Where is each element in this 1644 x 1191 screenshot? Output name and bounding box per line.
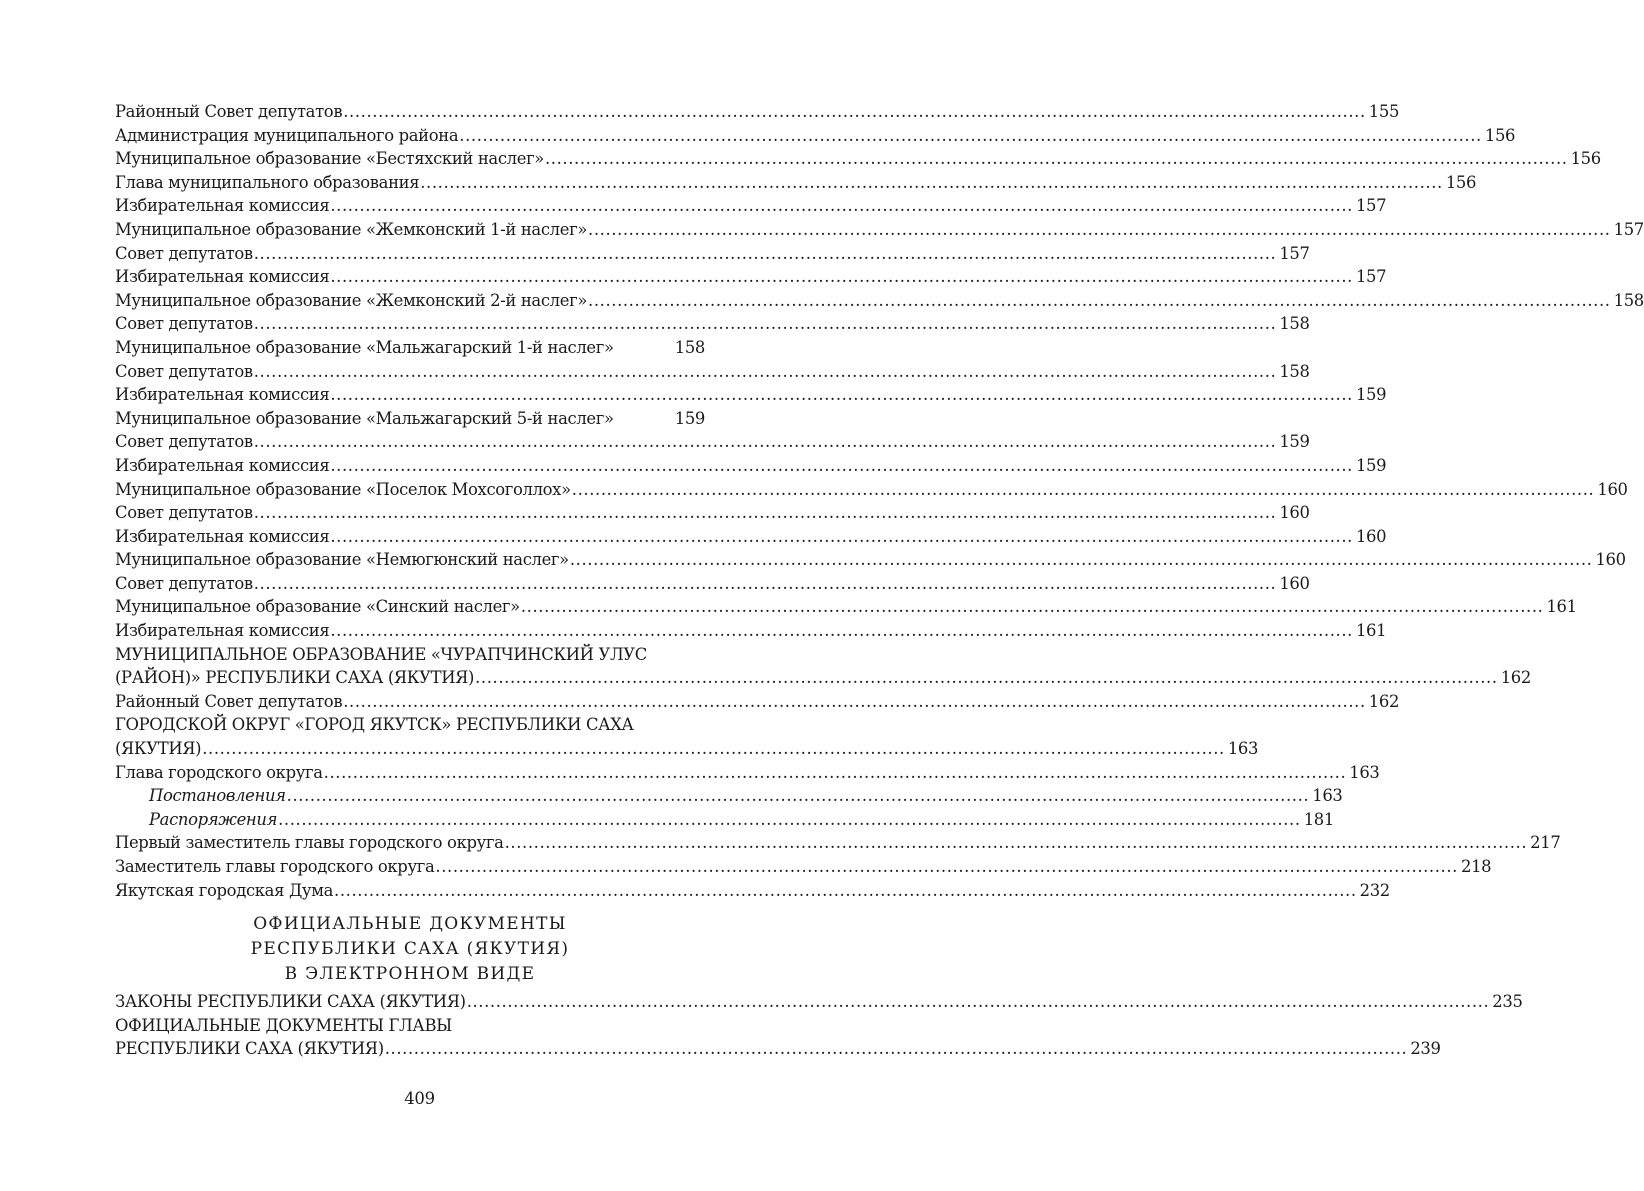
toc-page-number: 239 bbox=[1410, 1039, 1441, 1059]
toc-page-number: 162 bbox=[1368, 691, 1400, 711]
toc-list-top bbox=[115, 100, 1644, 643]
toc-page-number: 158 bbox=[1613, 290, 1644, 310]
toc-entry[interactable] bbox=[115, 595, 1577, 619]
dot-leader bbox=[545, 147, 1568, 171]
toc-page-number: 163 bbox=[1227, 739, 1259, 759]
toc-entry[interactable] bbox=[115, 430, 1310, 454]
toc-page-number: 217 bbox=[1530, 833, 1561, 853]
toc-entry[interactable] bbox=[115, 336, 705, 360]
dot-leader bbox=[343, 100, 1366, 124]
toc-entry[interactable] bbox=[115, 147, 1601, 171]
section-heading bbox=[115, 912, 705, 987]
toc-entry[interactable] bbox=[115, 407, 705, 431]
toc-entry-label: Совет депутатов bbox=[115, 573, 253, 593]
dot-leader bbox=[334, 879, 1357, 903]
toc-entry-label: Избирательная комиссия bbox=[115, 196, 330, 216]
dot-leader bbox=[572, 478, 1595, 502]
toc-entry-label: Избирательная комиссия bbox=[115, 621, 330, 641]
toc-entry-churapcha[interactable] bbox=[115, 666, 1531, 690]
toc-page-number: 156 bbox=[1570, 149, 1601, 169]
toc-page-number: 235 bbox=[1492, 992, 1523, 1012]
toc-entry[interactable] bbox=[115, 501, 1310, 525]
toc-page-number: 232 bbox=[1359, 880, 1390, 900]
toc-entry[interactable] bbox=[115, 242, 1310, 266]
toc-entry-label: Избирательная комиссия bbox=[115, 385, 330, 405]
page-number: 409 bbox=[404, 1089, 435, 1108]
dot-leader bbox=[505, 831, 1528, 855]
toc-entry-label: ЗАКОНЫ РЕСПУБЛИКИ САХА (ЯКУТИЯ) bbox=[115, 992, 466, 1012]
toc-entry-label: Избирательная комиссия bbox=[115, 526, 330, 546]
toc-entry-label: Первый заместитель главы городского округа bbox=[115, 833, 504, 853]
toc-entry-label: Муниципальное образование «Поселок Мохсоголлох» bbox=[115, 479, 571, 499]
toc-entry-label: Муниципальное образование «Мальжагарский 5-й наслег» bbox=[115, 408, 614, 428]
toc-page-number: 158 bbox=[674, 337, 705, 357]
toc-page-number: 157 bbox=[1355, 196, 1387, 216]
dot-leader bbox=[330, 194, 1353, 218]
toc-entry-label: МУНИЦИПАЛЬНОЕ ОБРАЗОВАНИЕ «ЧУРАПЧИНСКИЙ УЛУС bbox=[115, 644, 647, 664]
dot-leader bbox=[254, 430, 1277, 454]
toc-entry[interactable] bbox=[115, 265, 1387, 289]
toc-entry[interactable] bbox=[115, 360, 1310, 384]
toc-entry[interactable] bbox=[115, 124, 1516, 148]
toc-page-number: 160 bbox=[1355, 526, 1387, 546]
toc-entry-label: Муниципальное образование «Немюгюнский наслег» bbox=[115, 550, 569, 570]
dot-leader bbox=[254, 501, 1277, 525]
toc-entry-churapcha-line1 bbox=[115, 643, 705, 667]
toc-entry-label: Муниципальное образование «Жемконский 2-й наслег» bbox=[115, 290, 588, 310]
dot-leader bbox=[330, 383, 1353, 407]
toc-page-number: 159 bbox=[1279, 432, 1310, 452]
toc-entry[interactable] bbox=[115, 808, 1334, 832]
toc-entry[interactable] bbox=[115, 171, 1477, 195]
dot-leader bbox=[330, 454, 1353, 478]
toc-page-number: 155 bbox=[1368, 102, 1400, 121]
toc-entry[interactable] bbox=[115, 879, 1390, 903]
dot-leader bbox=[420, 171, 1443, 195]
toc-entry-laws[interactable] bbox=[115, 990, 1523, 1014]
toc-entry-label: Заместитель главы городского округа bbox=[115, 857, 435, 876]
toc-entry[interactable] bbox=[115, 289, 1644, 313]
toc-entry-label: Районный Совет депутатов bbox=[115, 102, 343, 121]
toc-entry-label: ГОРОДСКОЙ ОКРУГ «ГОРОД ЯКУТСК» РЕСПУБЛИКИ САХА bbox=[115, 715, 634, 735]
toc-entry[interactable] bbox=[115, 218, 1644, 242]
toc-entry-label: (ЯКУТИЯ) bbox=[115, 739, 202, 759]
toc-entry[interactable] bbox=[115, 831, 1561, 855]
toc-entry[interactable] bbox=[115, 548, 1626, 572]
toc-entry[interactable] bbox=[115, 855, 1492, 879]
toc-entry-label: Избирательная комиссия bbox=[115, 455, 330, 475]
toc-entry[interactable] bbox=[115, 100, 1400, 124]
toc-entry-label: Якутская городская Дума bbox=[115, 880, 334, 900]
toc-entry-head-docs-line1 bbox=[115, 1014, 705, 1038]
toc-page-number: 157 bbox=[1613, 219, 1644, 239]
dot-leader bbox=[435, 855, 1458, 879]
toc-entry[interactable] bbox=[115, 454, 1387, 478]
dot-leader bbox=[330, 525, 1353, 549]
toc-entry-label: Совет депутатов bbox=[115, 361, 253, 381]
toc-page-number: 158 bbox=[1279, 314, 1310, 334]
dot-leader bbox=[254, 242, 1277, 266]
toc-entry[interactable] bbox=[115, 784, 1343, 808]
toc-entry-label: Муниципальное образование «Мальжагарский 1-й наслег» bbox=[115, 337, 614, 357]
dot-leader bbox=[287, 784, 1310, 808]
toc-page-number: 161 bbox=[1546, 597, 1577, 617]
dot-leader bbox=[254, 360, 1277, 384]
toc-entry-label: Совет депутатов bbox=[115, 503, 253, 523]
toc-page-number: 159 bbox=[674, 408, 705, 428]
toc-entry-label: Глава муниципального образования bbox=[115, 172, 420, 192]
toc-page-number: 156 bbox=[1484, 125, 1516, 145]
toc-entry-label: (РАЙОН)» РЕСПУБЛИКИ САХА (ЯКУТИЯ) bbox=[115, 668, 475, 688]
dot-leader bbox=[467, 990, 1490, 1014]
dot-leader bbox=[385, 1037, 1408, 1061]
toc-page-number: 163 bbox=[1312, 786, 1343, 806]
toc-entry-label: Распоряжения bbox=[149, 809, 278, 829]
toc-page-number: 218 bbox=[1461, 857, 1492, 876]
dot-leader bbox=[330, 265, 1353, 289]
toc-page-number: 160 bbox=[1279, 573, 1310, 593]
toc-entry-label: Администрация муниципального района bbox=[115, 125, 459, 145]
toc-page-number: 158 bbox=[1279, 361, 1310, 381]
section-heading-line: В ЭЛЕКТРОННОМ ВИДЕ bbox=[284, 964, 536, 985]
dot-leader bbox=[202, 737, 1225, 761]
toc-entry[interactable] bbox=[115, 761, 1380, 785]
toc-entry-yakutsk-line1 bbox=[115, 713, 705, 737]
dot-leader bbox=[254, 312, 1277, 336]
toc-entry-label: Совет депутатов bbox=[115, 243, 253, 263]
dot-leader bbox=[254, 572, 1277, 596]
toc-entry-label: Совет депутатов bbox=[115, 314, 253, 334]
toc-page-number: 159 bbox=[1355, 385, 1387, 405]
toc-entry-label: Совет депутатов bbox=[115, 432, 253, 452]
toc-entry[interactable] bbox=[115, 619, 1387, 643]
toc-page-number: 181 bbox=[1303, 809, 1334, 829]
table-of-contents bbox=[115, 100, 1644, 1061]
toc-entry-label: Муниципальное образование «Бестяхский наслег» bbox=[115, 149, 544, 169]
toc-entry-head-docs[interactable] bbox=[115, 1037, 1441, 1061]
toc-page-number: 157 bbox=[1355, 267, 1387, 287]
toc-page-number: 157 bbox=[1279, 243, 1310, 263]
toc-entry[interactable] bbox=[115, 525, 1387, 549]
toc-page-number: 160 bbox=[1597, 479, 1628, 499]
dot-leader bbox=[324, 761, 1347, 785]
toc-page-number: 159 bbox=[1355, 455, 1387, 475]
toc-list-yakutsk bbox=[115, 761, 1561, 903]
toc-entry[interactable] bbox=[115, 478, 1628, 502]
toc-entry-label: ОФИЦИАЛЬНЫЕ ДОКУМЕНТЫ ГЛАВЫ bbox=[115, 1015, 452, 1035]
toc-entry-label: Муниципальное образование «Жемконский 1-й наслег» bbox=[115, 219, 588, 239]
toc-entry-label: Районный Совет депутатов bbox=[115, 691, 343, 711]
dot-leader bbox=[588, 289, 1611, 313]
toc-page-number: 156 bbox=[1445, 172, 1477, 192]
toc-entry-label: Избирательная комиссия bbox=[115, 267, 330, 287]
toc-entry-label: Постановления bbox=[149, 786, 286, 806]
toc-entry[interactable] bbox=[115, 383, 1387, 407]
dot-leader bbox=[343, 690, 1366, 714]
toc-page-number: 162 bbox=[1500, 668, 1531, 688]
toc-entry-yakutsk[interactable] bbox=[115, 737, 1259, 761]
toc-entry-label: РЕСПУБЛИКИ САХА (ЯКУТИЯ) bbox=[115, 1039, 384, 1059]
dot-leader bbox=[588, 218, 1611, 242]
section-heading-line: РЕСПУБЛИКИ САХА (ЯКУТИЯ) bbox=[250, 939, 570, 960]
dot-leader bbox=[475, 666, 1498, 690]
dot-leader bbox=[278, 808, 1301, 832]
dot-leader bbox=[459, 124, 1482, 148]
toc-entry-label: Муниципальное образование «Синский наслег» bbox=[115, 597, 520, 617]
toc-entry[interactable] bbox=[115, 194, 1387, 218]
toc-entry-churapcha-council[interactable] bbox=[115, 690, 1400, 714]
toc-page-number: 160 bbox=[1595, 550, 1626, 570]
toc-page-number: 160 bbox=[1279, 503, 1310, 523]
toc-entry[interactable] bbox=[115, 572, 1310, 596]
dot-leader bbox=[330, 619, 1353, 643]
dot-leader bbox=[570, 548, 1593, 572]
section-heading-line: ОФИЦИАЛЬНЫЕ ДОКУМЕНТЫ bbox=[253, 914, 567, 935]
toc-entry[interactable] bbox=[115, 312, 1310, 336]
toc-page-number: 161 bbox=[1355, 621, 1387, 641]
dot-leader bbox=[521, 595, 1544, 619]
toc-page-number: 163 bbox=[1349, 762, 1380, 782]
toc-entry-label: Глава городского округа bbox=[115, 762, 323, 782]
